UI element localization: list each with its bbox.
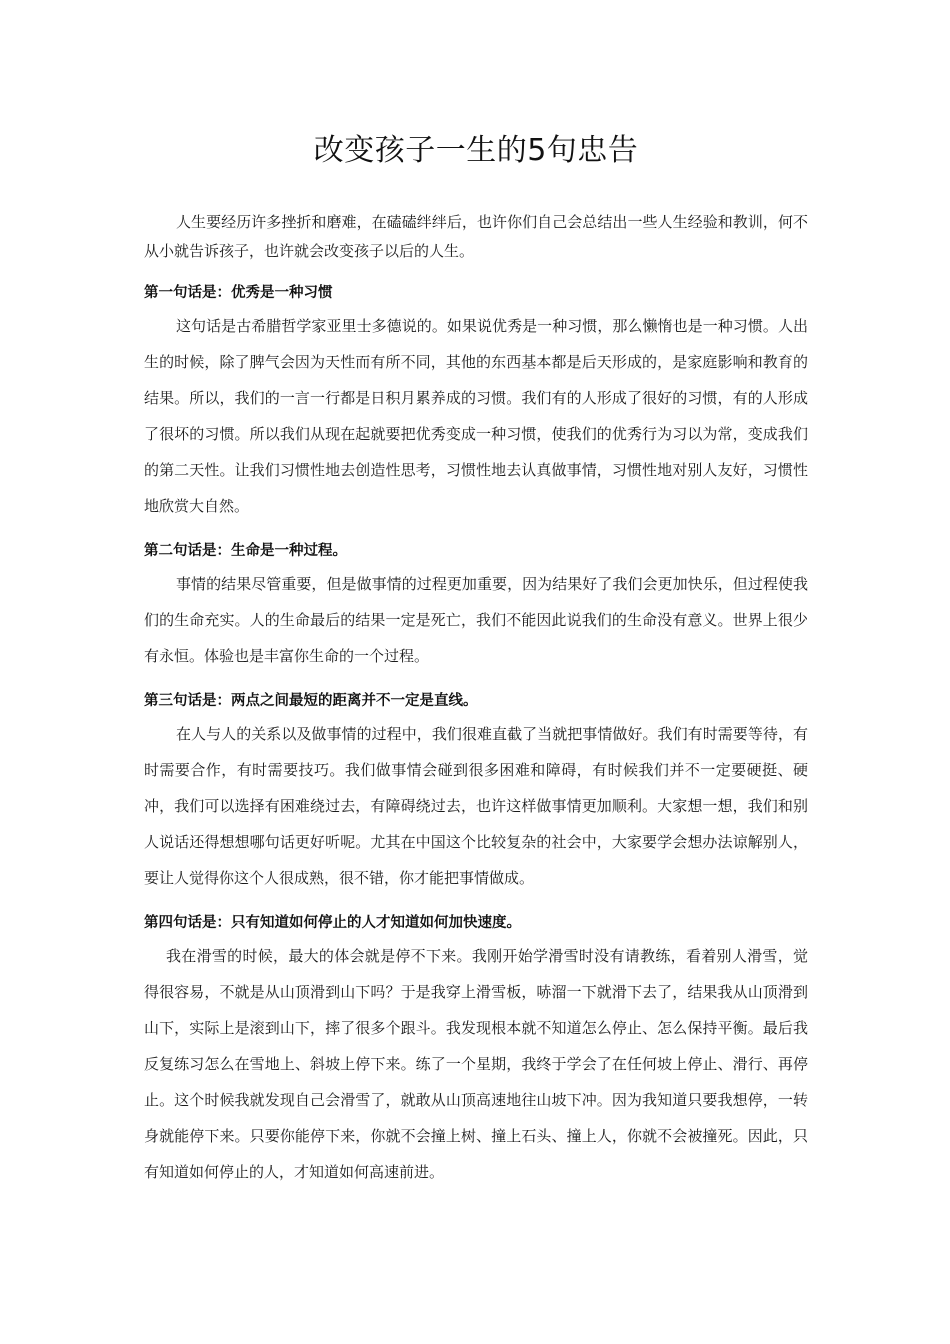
section-2-heading: 第二句话是：生命是一种过程。: [144, 543, 347, 559]
section-1-body: 这句话是古希腊哲学家亚里士多德说的。如果说优秀是一种习惯，那么懒惰也是一种习惯。人出生的时候，除了脾气会因为天性而有所不同，其他的东西基本都是后天形成的，是家庭影响和教育的结果。所以，我们的一言一行都是日积月累养成的习惯。我们有的人形成了很好的习惯，有的人形成了很坏的习惯。所以我们从现在起就要把优秀变成一种习惯，使我们的优秀行为习以为常，变成我们的第二天性。让我们习惯性地去创造性思考，习惯性地去认真做事情，习惯性地对别人友好，习惯性地欣赏大自然。: [144, 317, 808, 515]
section-3: [144, 688, 808, 896]
section-2-body: 事情的结果尽管重要，但是做事情的过程更加重要，因为结果好了我们会更加快乐，但过程使我们的生命充实。人的生命最后的结果一定是死亡，我们不能因此说我们的生命没有意义。世界上很少有永恒。体验也是丰富你生命的一个过程。: [144, 575, 808, 665]
section-1: [144, 280, 808, 524]
section-3-heading: 第三句话是：两点之间最短的距离并不一定是直线。: [144, 693, 478, 709]
section-4: [144, 910, 808, 1190]
section-1-heading: 第一句话是：优秀是一种习惯: [144, 285, 333, 301]
section-3-body: 在人与人的关系以及做事情的过程中，我们很难直截了当就把事情做好。我们有时需要等待，有时需要合作，有时需要技巧。我们做事情会碰到很多困难和障碍，有时候我们并不一定要硬挺、硬冲，我们可以选择有困难绕过去，有障碍绕过去，也许这样做事情更加顺利。大家想一想，我们和别人说话还得想想哪句话更好听呢。尤其在中国这个比较复杂的社会中，大家要学会想办法谅解别人，要让人觉得你这个人很成熟，很不错，你才能把事情做成。: [144, 725, 808, 887]
document-title: 改变孩子一生的5句忠告: [313, 133, 639, 168]
section-4-body: 我在滑雪的时候，最大的体会就是停不下来。我刚开始学滑雪时没有请教练，看着别人滑雪，觉得很容易，不就是从山顶滑到山下吗？于是我穿上滑雪板，哧溜一下就滑下去了，结果我从山顶滑到山下，实际上是滚到山下，摔了很多个跟斗。我发现根本就不知道怎么停止、怎么保持平衡。最后我反复练习怎么在雪地上、斜坡上停下来。练了一个星期，我终于学会了在任何坡上停止、滑行、再停止。这个时候我就发现自己会滑雪了，就敢从山顶高速地往山坡下冲。因为我知道只要我想停，一转身就能停下来。只要你能停下来，你就不会撞上树、撞上石头、撞上人，你就不会被撞死。因此，只有知道如何停止的人，才知道如何高速前进。: [144, 947, 808, 1181]
section-2: [144, 538, 808, 674]
document-page: [144, 0, 808, 1190]
section-4-heading: 第四句话是：只有知道如何停止的人才知道如何加快速度。: [144, 915, 521, 931]
intro-paragraph: 人生要经历许多挫折和磨难，在磕磕绊绊后，也许你们自己会总结出一些人生经验和教训，何不从小就告诉孩子，也许就会改变孩子以后的人生。: [144, 213, 808, 260]
